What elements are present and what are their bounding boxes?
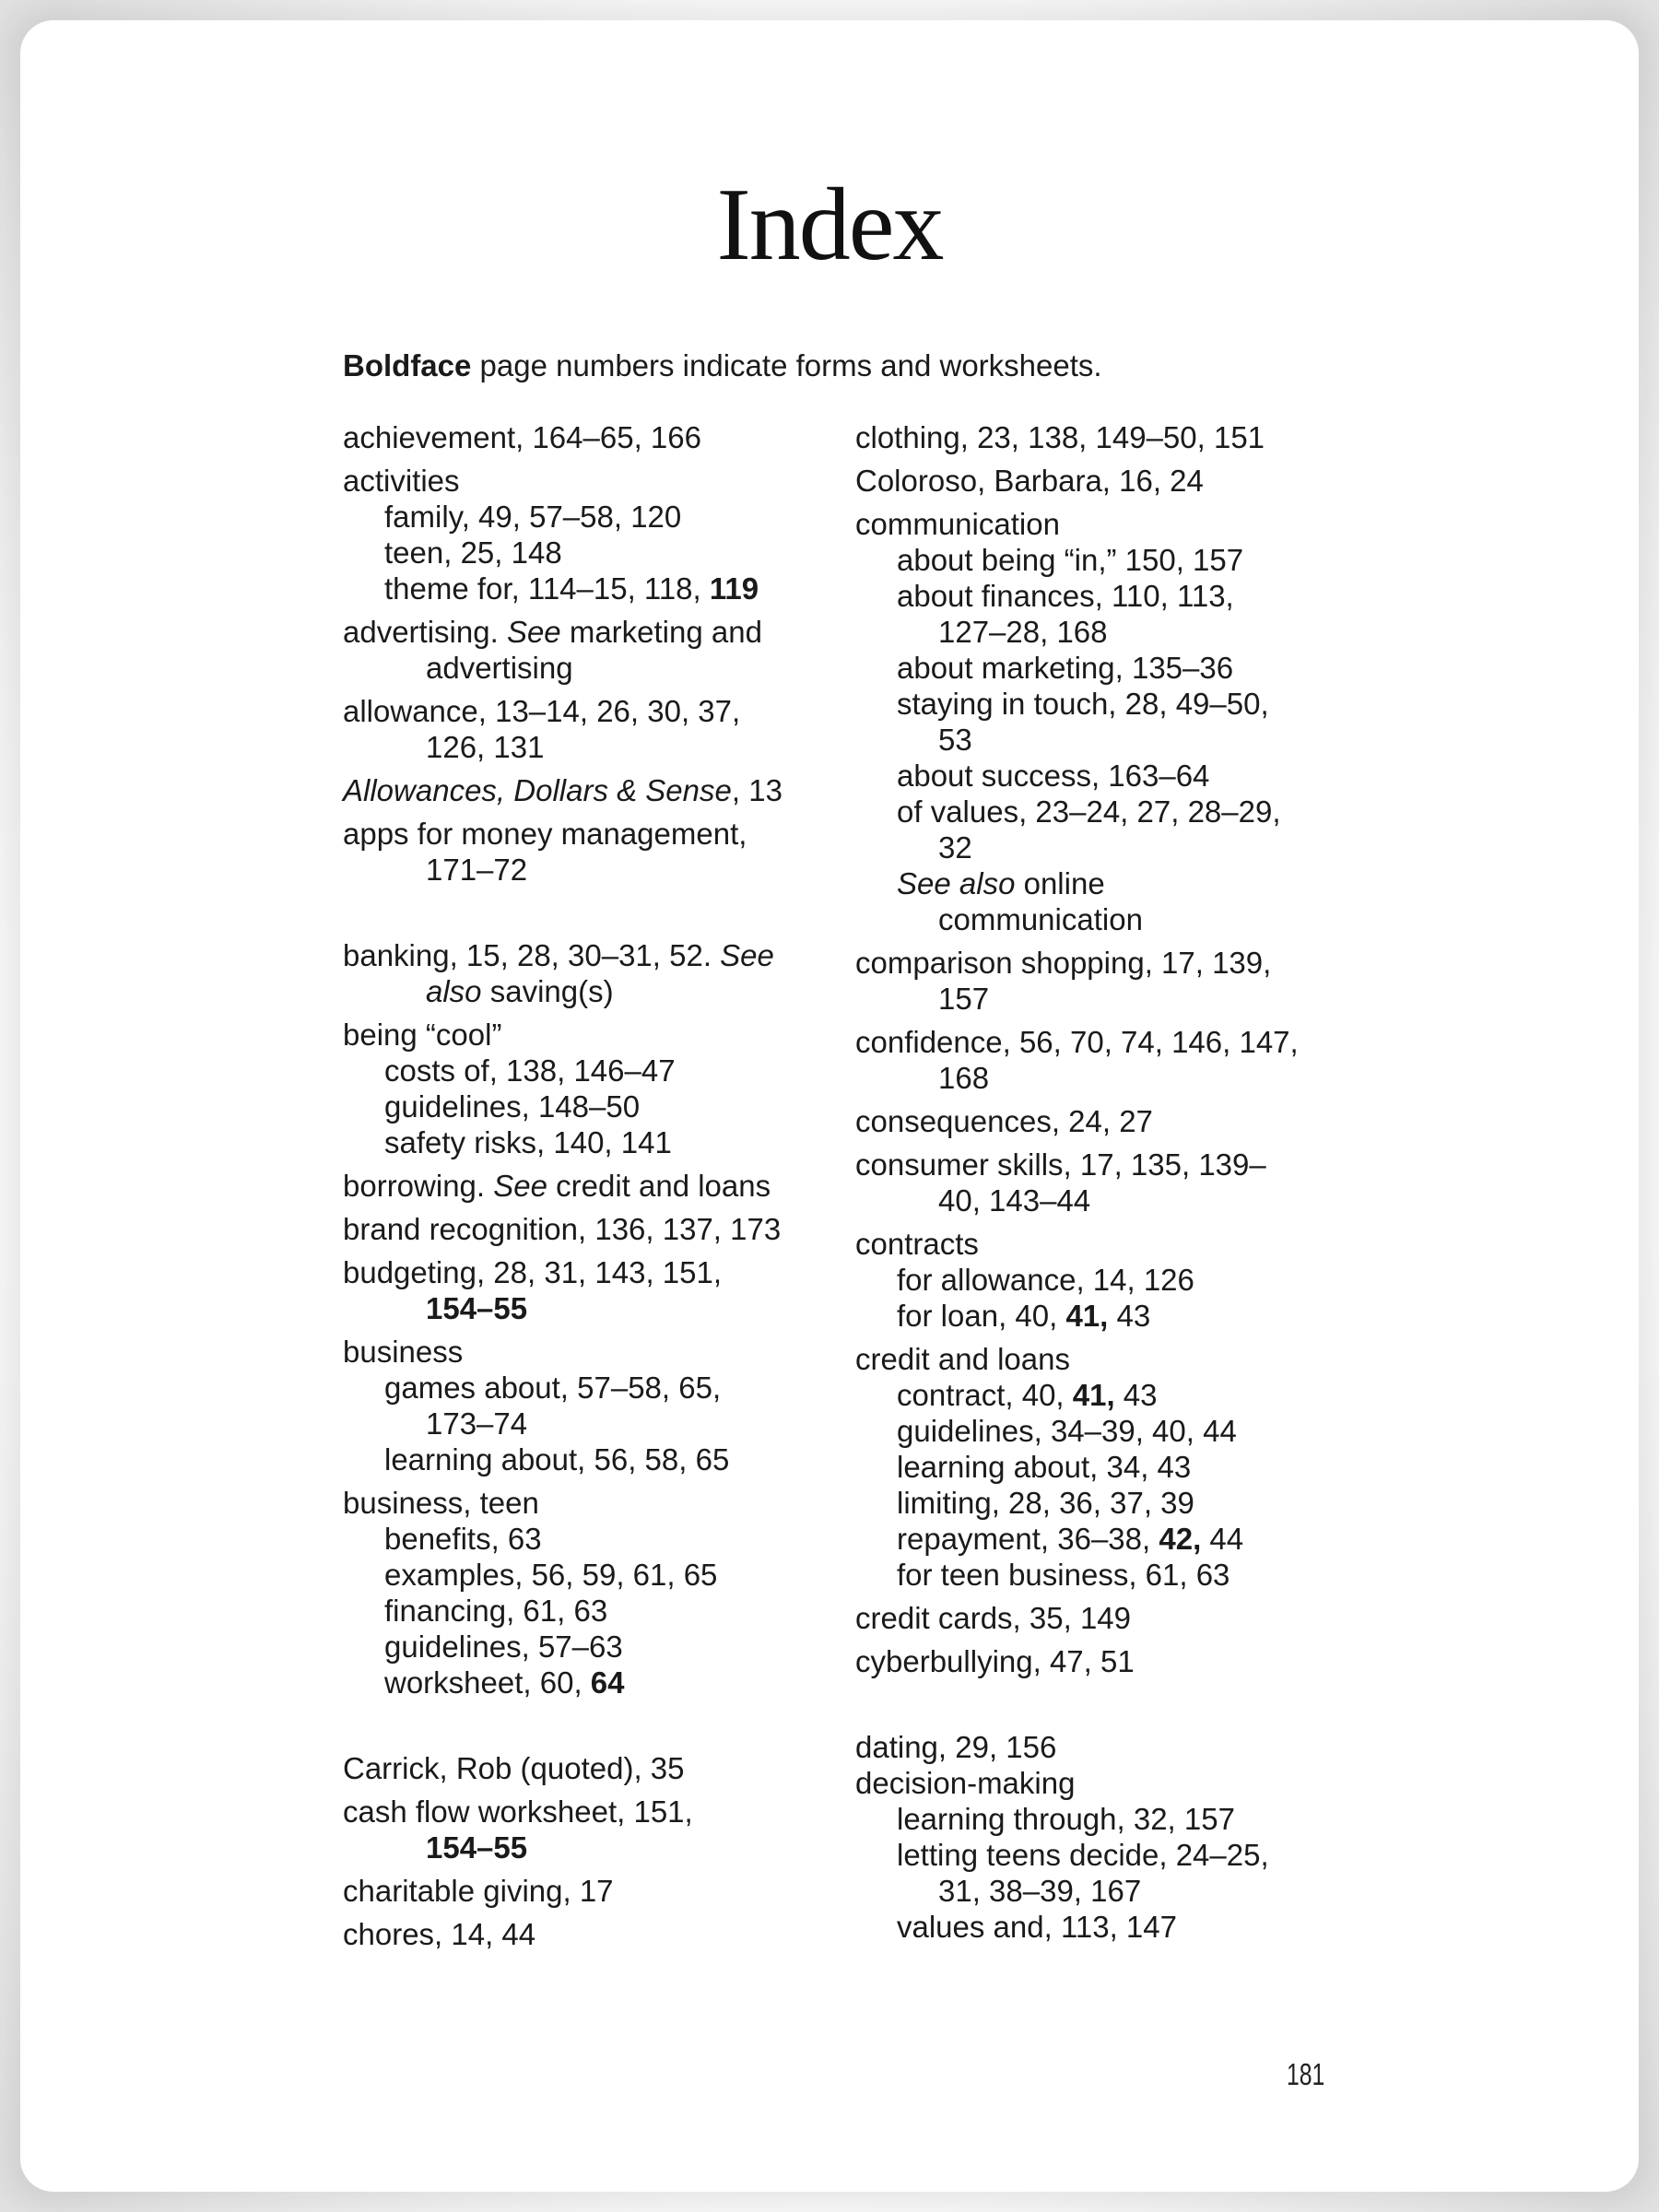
index-entry (343, 1017, 501, 1053)
index-entry (855, 1103, 1153, 1139)
index-subentry (384, 1665, 625, 1700)
index-entry (343, 419, 701, 455)
entry-text: contract, 40, (897, 1378, 1073, 1412)
index-subentry (897, 1377, 1158, 1413)
entry-text: dating, 29, 156 (855, 1730, 1057, 1764)
index-subentry (897, 650, 1233, 686)
index-subentry (426, 1830, 527, 1865)
entry-text: games about, 57–58, 65, (384, 1371, 722, 1405)
bold-page-ref: 64 (590, 1665, 625, 1700)
entry-text: about being “in,” 150, 157 (897, 543, 1244, 577)
entry-text: cyberbullying, 47, 51 (855, 1644, 1135, 1678)
entry-text: 32 (938, 830, 972, 865)
entry-text: 168 (938, 1061, 990, 1095)
index-entry (855, 1643, 1135, 1679)
entry-text: borrowing. (343, 1169, 494, 1203)
entry-text: staying in touch, 28, 49–50, (897, 687, 1269, 721)
bold-page-ref: 154–55 (426, 1830, 528, 1865)
index-subentry (897, 794, 1281, 830)
entry-text: confidence, 56, 70, 74, 146, 147, (855, 1025, 1299, 1059)
entry-text: learning about, 34, 43 (897, 1450, 1192, 1484)
entry-text: charitable giving, 17 (343, 1874, 614, 1908)
entry-text: for loan, 40, (897, 1299, 1066, 1333)
index-subentry (384, 1521, 542, 1557)
index-subentry (384, 1053, 676, 1088)
index-entry (343, 1168, 771, 1204)
index-subentry (938, 722, 972, 758)
entry-text: teen, 25, 148 (384, 535, 562, 570)
index-entry (855, 1341, 1070, 1377)
entry-text: letting teens decide, 24–25, (897, 1838, 1269, 1872)
index-subentry (938, 901, 1143, 937)
entry-text: of values, 23–24, 27, 28–29, (897, 794, 1281, 829)
index-entry (343, 1254, 722, 1290)
entry-text: allowance, 13–14, 26, 30, 37, (343, 694, 741, 728)
entry-text: limiting, 28, 36, 37, 39 (897, 1486, 1194, 1520)
index-subentry (426, 852, 527, 888)
entry-text: 43 (1114, 1378, 1158, 1412)
index-subentry (384, 1124, 672, 1160)
italic-text: See (493, 1169, 547, 1203)
entry-text: guidelines, 34–39, 40, 44 (897, 1414, 1237, 1448)
index-subentry (897, 1485, 1194, 1521)
index-subentry (384, 1557, 717, 1593)
bold-page-ref: 154–55 (426, 1291, 528, 1325)
page-title: Index (716, 168, 943, 282)
italic-text: See (506, 615, 561, 649)
entry-text: about finances, 110, 113, (897, 579, 1234, 613)
entry-text: comparison shopping, 17, 139, (855, 946, 1272, 980)
entry-text: about marketing, 135–36 (897, 651, 1234, 685)
index-entry (343, 1334, 463, 1370)
book-page (20, 20, 1639, 2192)
page-number: 181 (1287, 2057, 1325, 2091)
index-subentry (897, 758, 1209, 794)
entry-text: credit and loans (855, 1342, 1070, 1376)
bold-page-ref: 42, (1159, 1522, 1202, 1556)
entry-text: business (343, 1335, 464, 1369)
index-subentry (384, 1629, 623, 1665)
entry-text: for teen business, 61, 63 (897, 1558, 1230, 1592)
entry-text: activities (343, 464, 460, 498)
entry-text: family, 49, 57–58, 120 (384, 500, 682, 534)
index-subentry (384, 1088, 640, 1124)
index-subentry (897, 1521, 1243, 1557)
entry-text: brand recognition, 136, 137, 173 (343, 1212, 782, 1246)
entry-text: 43 (1108, 1299, 1151, 1333)
entry-text: examples, 56, 59, 61, 65 (384, 1558, 718, 1592)
entry-text: guidelines, 148–50 (384, 1089, 641, 1124)
entry-text: clothing, 23, 138, 149–50, 151 (855, 420, 1265, 454)
italic-text: See also (897, 866, 1016, 900)
index-subentry (384, 535, 562, 571)
index-entry (855, 1147, 1266, 1182)
entry-text: credit and loans (547, 1169, 771, 1203)
index-entry (855, 1600, 1131, 1636)
index-entry (855, 1226, 979, 1262)
index-entry (343, 1794, 693, 1830)
index-entry (343, 1485, 539, 1521)
entry-text: worksheet, 60, (384, 1665, 591, 1700)
index-subentry (384, 499, 681, 535)
index-entry (343, 772, 782, 808)
index-entry (343, 693, 740, 729)
index-entry (343, 463, 460, 499)
italic-text: See (720, 938, 774, 972)
index-entry (343, 816, 747, 852)
index-entry (343, 1916, 535, 1952)
index-subentry (938, 1060, 989, 1096)
entry-text: communication (938, 902, 1143, 936)
entry-text: saving(s) (481, 974, 614, 1008)
entry-text: theme for, 114–15, 118, (384, 571, 710, 606)
index-subentry (897, 1262, 1194, 1298)
index-subentry (426, 973, 614, 1009)
index-entry (855, 419, 1265, 455)
index-subentry (938, 614, 1108, 650)
entry-text: Coloroso, Barbara, 16, 24 (855, 464, 1204, 498)
entry-text: chores, 14, 44 (343, 1917, 536, 1951)
entry-text: achievement, 164–65, 166 (343, 420, 701, 454)
bold-page-ref: 41, (1065, 1299, 1109, 1333)
entry-text: safety risks, 140, 141 (384, 1125, 672, 1159)
index-subentry (897, 686, 1269, 722)
index-subentry (897, 578, 1234, 614)
entry-text: for allowance, 14, 126 (897, 1263, 1194, 1297)
italic-text: also (426, 974, 482, 1008)
entry-text: advertising (426, 651, 573, 685)
index-subentry (897, 865, 1105, 901)
bold-page-ref: 119 (709, 571, 759, 606)
entry-text: consequences, 24, 27 (855, 1104, 1153, 1138)
entry-text: learning through, 32, 157 (897, 1802, 1235, 1836)
boldface-note (343, 348, 1102, 383)
index-entry (855, 1765, 1075, 1801)
entry-text: Carrick, Rob (quoted), 35 (343, 1751, 685, 1785)
index-subentry (897, 1909, 1177, 1945)
index-entry (855, 1729, 1056, 1765)
index-subentry (426, 650, 573, 686)
entry-text: marketing and (560, 615, 762, 649)
entry-text: about success, 163–64 (897, 759, 1210, 793)
entry-text: 40, 143–44 (938, 1183, 1091, 1218)
index-subentry (897, 1837, 1269, 1873)
index-subentry (938, 981, 989, 1017)
entry-text: communication (855, 507, 1060, 541)
entry-text: learning about, 56, 58, 65 (384, 1442, 730, 1477)
index-entry (343, 1750, 685, 1786)
index-subentry (897, 1557, 1230, 1593)
entry-text: banking, 15, 28, 30–31, 52. (343, 938, 721, 972)
entry-text: 44 (1201, 1522, 1244, 1556)
index-subentry (938, 1873, 1141, 1909)
entry-text: advertising. (343, 615, 507, 649)
entry-text: decision-making (855, 1766, 1076, 1800)
entry-text: business, teen (343, 1486, 539, 1520)
entry-text: budgeting, 28, 31, 143, 151, (343, 1255, 723, 1289)
index-entry (343, 937, 774, 973)
index-subentry (897, 1449, 1191, 1485)
index-subentry (897, 542, 1243, 578)
index-subentry (384, 1441, 729, 1477)
boldface-word: Boldface (343, 348, 472, 382)
entry-text: apps for money management, (343, 817, 747, 851)
index-subentry (384, 1370, 721, 1406)
index-entry (343, 1211, 781, 1247)
bold-page-ref: 41, (1072, 1378, 1115, 1412)
entry-text: benefits, 63 (384, 1522, 542, 1556)
entry-text: online (1015, 866, 1105, 900)
index-subentry (426, 1406, 527, 1441)
italic-text: Allowances, Dollars & Sense (343, 773, 732, 807)
index-entry (855, 945, 1271, 981)
entry-text: 53 (938, 723, 972, 757)
index-subentry (384, 571, 759, 606)
index-subentry (897, 1298, 1150, 1334)
entry-text: costs of, 138, 146–47 (384, 1053, 676, 1088)
index-subentry (938, 1182, 1090, 1218)
entry-text: consumer skills, 17, 135, 139– (855, 1147, 1266, 1182)
entry-text: 126, 131 (426, 730, 545, 764)
index-subentry (384, 1593, 607, 1629)
entry-text: contracts (855, 1227, 979, 1261)
index-entry (855, 463, 1204, 499)
note-rest: page numbers indicate forms and worksheets. (471, 348, 1102, 382)
index-subentry (897, 1413, 1237, 1449)
entry-text: values and, 113, 147 (897, 1910, 1177, 1944)
entry-text: guidelines, 57–63 (384, 1630, 623, 1664)
index-entry (855, 506, 1060, 542)
entry-text: being “cool” (343, 1018, 502, 1052)
entry-text: cash flow worksheet, 151, (343, 1794, 693, 1829)
entry-text: repayment, 36–38, (897, 1522, 1159, 1556)
index-entry (343, 1873, 614, 1909)
entry-text: 157 (938, 982, 990, 1016)
entry-text: 171–72 (426, 853, 528, 887)
entry-text: , 13 (731, 773, 782, 807)
index-entry (343, 614, 762, 650)
index-subentry (426, 1290, 527, 1326)
entry-text: financing, 61, 63 (384, 1594, 608, 1628)
index-subentry (938, 830, 972, 865)
index-subentry (426, 729, 544, 765)
index-entry (855, 1024, 1299, 1060)
entry-text: 31, 38–39, 167 (938, 1874, 1142, 1908)
entry-text: credit cards, 35, 149 (855, 1601, 1131, 1635)
entry-text: 173–74 (426, 1406, 528, 1441)
entry-text: 127–28, 168 (938, 615, 1108, 649)
index-subentry (897, 1801, 1235, 1837)
